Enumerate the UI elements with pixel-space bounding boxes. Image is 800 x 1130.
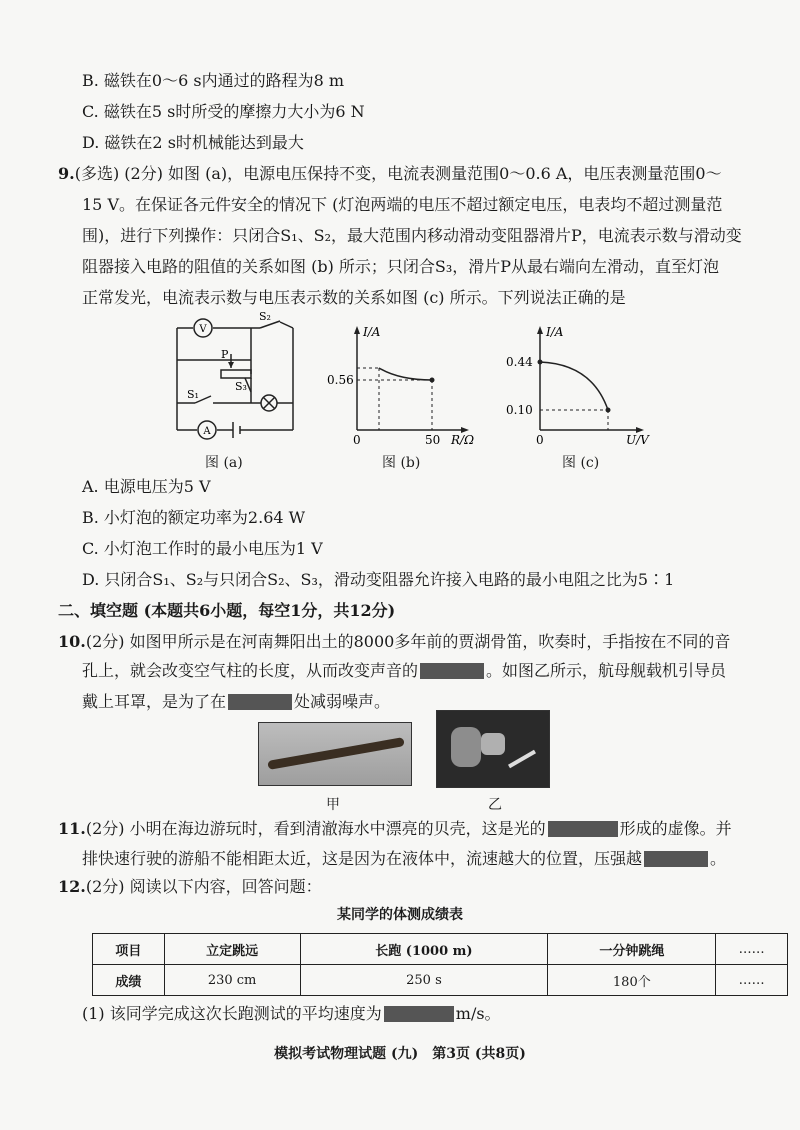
photo-caption-jia: 甲 (326, 797, 340, 813)
svg-text:0: 0 (353, 433, 361, 447)
q8-option-d: D. 磁铁在2 s时机械能达到最大 (82, 133, 304, 152)
svg-text:50: 50 (425, 433, 441, 447)
fig-a-caption: 图 (a) (205, 455, 243, 471)
curve-b (379, 368, 432, 380)
q11-line1: 11.(2分) 小明在海边游玩时，看到清澈海水中漂亮的贝壳，这是光的 形成的虚像。并 (58, 819, 732, 838)
circuit-diagram-a (165, 308, 315, 448)
answer-blank[interactable] (228, 694, 292, 710)
q12-line1: 12.(2分) 阅读以下内容，回答问题： (58, 877, 322, 896)
q9-stem-line3: 围)，进行下列操作：只闭合S₁、S₂，最大范围内移动滑动变阻器滑片P，电流表示数与滑动变 (82, 226, 742, 245)
fig-b-caption: 图 (b) (382, 455, 421, 471)
ammeter-label: A (203, 426, 211, 437)
table-row: 项目 立定跳远 长跑 (1000 m) 一分钟跳绳 …… (93, 934, 788, 965)
svg-text:R/Ω: R/Ω (451, 433, 475, 447)
graph-b (325, 318, 485, 448)
slider-p-label: P (221, 348, 229, 361)
q10-line3: 戴上耳罩，是为了在 处减弱噪声。 (82, 692, 391, 711)
fig-c-caption: 图 (c) (562, 455, 600, 471)
svg-text:I/A: I/A (363, 325, 381, 339)
table-title: 某同学的体测成绩表 (337, 907, 463, 923)
q9-stem-line2: 15 V。在保证各元件安全的情况下 (灯泡两端的电压不超过额定电压，电表均不超过测量范 (82, 195, 723, 214)
q9-stem-line4: 阻器接入电路的阻值的关系如图 (b) 所示；只闭合S₃，滑片P从最右端向左滑动，直至灯泡 (82, 257, 720, 276)
q11-line2: 排快速行驶的游船不能相距太近，这是因为在液体中，流速越大的位置，压强越 。 (82, 849, 727, 868)
svg-text:0.10: 0.10 (506, 403, 533, 417)
table-row: 成绩 230 cm 250 s 180个 …… (93, 965, 788, 996)
deck-crew-photo (436, 710, 550, 788)
q8-option-b: B. 磁铁在0～6 s内通过的路程为8 m (82, 71, 345, 90)
svg-text:I/A: I/A (546, 325, 564, 339)
switch-s3-label: S₃ (235, 380, 247, 393)
svg-text:U/V: U/V (626, 433, 649, 447)
answer-blank[interactable] (644, 851, 708, 867)
q9-option-d: D. 只闭合S₁、S₂与只闭合S₂、S₃，滑动变阻器允许接入电路的最小电阻之比为5∶1 (82, 570, 675, 589)
photo-caption-yi: 乙 (488, 797, 502, 813)
voltmeter-label: V (199, 324, 207, 335)
bone-flute-photo (258, 722, 412, 786)
answer-blank[interactable] (384, 1006, 454, 1022)
switch-s2-label: S₂ (259, 310, 271, 323)
svg-text:0: 0 (536, 433, 544, 447)
q10-line2: 孔上，就会改变空气柱的长度，从而改变声音的 。如图乙所示，航母舰载机引导员 (82, 661, 727, 680)
q12-sub1: (1) 该同学完成这次长跑测试的平均速度为 m/s。 (82, 1004, 501, 1023)
q10-line1: 10.(2分) 如图甲所示是在河南舞阳出土的8000多年前的贾湖骨笛，吹奏时，手指按在不同的音 (58, 632, 731, 651)
q9-number: 9. (58, 164, 75, 183)
switch-s1-label: S₁ (187, 388, 199, 401)
q9-option-a: A. 电源电压为5 V (82, 477, 211, 496)
curve-c (540, 362, 608, 410)
svg-text:0.44: 0.44 (506, 355, 533, 369)
graph-c (500, 318, 660, 448)
score-table (92, 933, 788, 996)
q9-stem-line5: 正常发光，电流表示数与电压表示数的关系如图 (c) 所示。下列说法正确的是 (82, 288, 626, 307)
answer-blank[interactable] (420, 663, 484, 679)
section-title-fill-blank: 二、填空题 (本题共6小题，每空1分，共12分) (58, 601, 396, 620)
q9-stem-line1: 9.(多选) (2分) 如图 (a)，电源电压保持不变，电流表测量范围0～0.6 A，电压表测量范围0～ (58, 164, 722, 183)
answer-blank[interactable] (548, 821, 618, 837)
q8-option-c: C. 磁铁在5 s时所受的摩擦力大小为6 N (82, 102, 365, 121)
q9-option-b: B. 小灯泡的额定功率为2.64 W (82, 508, 306, 527)
page-footer: 模拟考试物理试题 (九) 第3页 (共8页) (274, 1046, 526, 1062)
q9-option-c: C. 小灯泡工作时的最小电压为1 V (82, 539, 323, 558)
svg-text:0.56: 0.56 (327, 373, 354, 387)
